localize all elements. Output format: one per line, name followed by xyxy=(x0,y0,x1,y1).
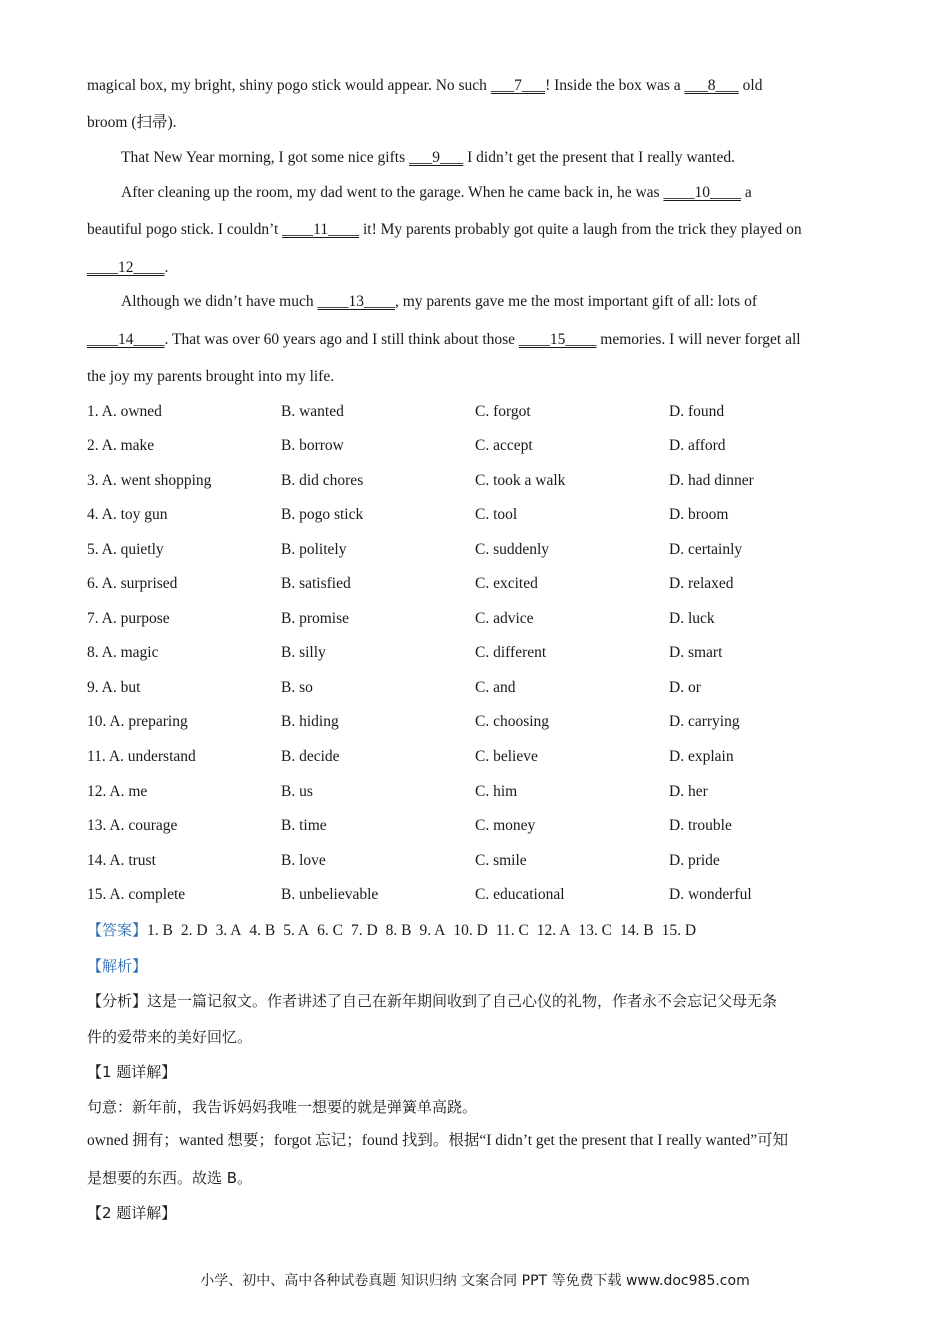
page-footer: 小学、初中、高中各种试卷真题 知识归纳 文案合同 PPT 等免费下载 www.doc985.com xyxy=(200,1273,750,1289)
blank-15: ____15____ xyxy=(518,331,597,348)
answer-item: 14. B xyxy=(619,922,654,939)
option-row-12 xyxy=(87,782,867,802)
option-a: 10. A. preparing xyxy=(87,713,188,730)
answer-tag: 【答案】 xyxy=(87,921,148,939)
passage-line-4 xyxy=(121,183,752,203)
option-c: C. him xyxy=(475,783,518,800)
blank-9: ___9___ xyxy=(409,149,464,166)
answer-item: 6. C xyxy=(317,922,343,939)
option-d: D. explain xyxy=(669,748,734,765)
answer-item: 15. D xyxy=(661,922,697,939)
option-b: B. hiding xyxy=(281,713,339,730)
option-row-3 xyxy=(87,471,867,491)
passage-line-1 xyxy=(87,76,762,96)
option-b: B. satisfied xyxy=(281,575,351,592)
option-b: B. love xyxy=(281,852,326,869)
answer-item: 3. A xyxy=(215,922,242,939)
text: , my parents gave me the most important gift of all: lots of xyxy=(394,293,757,310)
blank-10: ____10____ xyxy=(663,184,741,201)
option-a: 4. A. toy gun xyxy=(87,506,168,523)
q1-detail-title: 【1 题详解】 xyxy=(87,1063,177,1081)
text: a xyxy=(740,184,752,201)
answer-item: 12. A xyxy=(536,922,571,939)
answer-line xyxy=(87,920,867,940)
answer-item: 5. A xyxy=(283,922,310,939)
option-d: D. had dinner xyxy=(669,472,754,489)
blank-7: ___7___ xyxy=(490,77,546,94)
option-row-7 xyxy=(87,609,867,629)
option-c: C. took a walk xyxy=(475,472,566,489)
option-b: B. silly xyxy=(281,644,326,661)
option-a: 15. A. complete xyxy=(87,886,186,903)
option-d: D. her xyxy=(669,783,708,800)
option-row-9 xyxy=(87,678,867,698)
option-d: D. wonderful xyxy=(669,886,752,903)
option-a: 7. A. purpose xyxy=(87,610,170,627)
passage-line-5 xyxy=(87,220,802,240)
passage-line-2: broom (扫帚). xyxy=(87,114,177,131)
option-d: D. relaxed xyxy=(669,575,734,592)
option-row-8 xyxy=(87,643,867,663)
text: After cleaning up the room, my dad went to the garage. When he came back in, he was xyxy=(121,184,664,201)
blank-14: ____14____ xyxy=(87,331,165,348)
option-a: 1. A. owned xyxy=(87,403,162,420)
option-a: 14. A. trust xyxy=(87,852,156,869)
answer-item: 4. B xyxy=(249,922,276,939)
option-d: D. luck xyxy=(669,610,715,627)
option-row-5 xyxy=(87,540,867,560)
option-c: C. educational xyxy=(475,886,565,903)
option-d: D. smart xyxy=(669,644,723,661)
option-a: 8. A. magic xyxy=(87,644,159,661)
blank-12: ____12____ xyxy=(87,259,165,276)
analysis-summary-2: 件的爱带来的美好回忆。 xyxy=(87,1028,253,1046)
option-b: B. did chores xyxy=(281,472,364,489)
text: beautiful pogo stick. I couldn’t xyxy=(87,221,283,238)
option-c: C. tool xyxy=(475,506,518,523)
option-d: D. afford xyxy=(669,437,726,454)
option-row-13 xyxy=(87,816,867,836)
option-a: 12. A. me xyxy=(87,783,148,800)
passage-line-8 xyxy=(87,330,801,350)
option-d: D. or xyxy=(669,679,701,696)
option-b: B. borrow xyxy=(281,437,344,454)
option-a: 6. A. surprised xyxy=(87,575,178,592)
option-a: 13. A. courage xyxy=(87,817,178,834)
q2-detail-title: 【2 题详解】 xyxy=(87,1204,177,1222)
option-b: B. so xyxy=(281,679,313,696)
passage-line-6 xyxy=(87,258,168,278)
blank-13: ____13____ xyxy=(317,293,395,310)
option-a: 5. A. quietly xyxy=(87,541,164,558)
option-c: C. smile xyxy=(475,852,527,869)
answer-item: 2. D xyxy=(180,922,208,939)
option-b: B. promise xyxy=(281,610,350,627)
option-a: 9. A. but xyxy=(87,679,141,696)
option-b: B. time xyxy=(281,817,327,834)
option-row-15 xyxy=(87,885,867,905)
option-row-11 xyxy=(87,747,867,767)
option-c: C. advice xyxy=(475,610,534,627)
option-a: 11. A. understand xyxy=(87,748,196,765)
option-c: C. money xyxy=(475,817,536,834)
q1-explanation-1: owned 拥有；wanted 想要；forgot 忘记；found 找到。根据“I didn’t get the present that I really wanted”可知 xyxy=(87,1132,789,1149)
option-row-4 xyxy=(87,505,867,525)
answer-item: 7. D xyxy=(350,922,378,939)
option-d: D. certainly xyxy=(669,541,743,558)
option-row-2 xyxy=(87,436,867,456)
option-b: B. pogo stick xyxy=(281,506,364,523)
option-row-14 xyxy=(87,851,867,871)
option-d: D. pride xyxy=(669,852,720,869)
text: it! My parents probably got quite a laugh from the trick they played on xyxy=(359,221,802,238)
option-a: 2. A. make xyxy=(87,437,155,454)
text: old xyxy=(738,77,763,94)
q1-meaning: 句意：新年前，我告诉妈妈我唯一想要的就是弹簧单高跷。 xyxy=(87,1098,478,1116)
blank-8: ___8___ xyxy=(684,77,739,94)
option-c: C. and xyxy=(475,679,516,696)
passage-line-9: the joy my parents brought into my life. xyxy=(87,368,335,385)
option-c: C. accept xyxy=(475,437,533,454)
option-row-1 xyxy=(87,402,867,422)
option-b: B. decide xyxy=(281,748,340,765)
option-b: B. unbelievable xyxy=(281,886,379,903)
text: . That was over 60 years ago and I still think about those xyxy=(164,331,519,348)
option-c: C. different xyxy=(475,644,547,661)
option-d: D. broom xyxy=(669,506,729,523)
q1-explanation-2: 是想要的东西。故选 B。 xyxy=(87,1169,253,1187)
text: memories. I will never forget all xyxy=(596,331,801,348)
answer-item: 13. C xyxy=(578,922,612,939)
text: ! Inside the box was a xyxy=(545,77,685,94)
text: That New Year morning, I got some nice gifts xyxy=(121,149,409,166)
text: I didn’t get the present that I really wanted. xyxy=(463,149,735,166)
analysis-summary-1: 【分析】这是一篇记叙文。作者讲述了自己在新年期间收到了自己心仪的礼物，作者永不会忘记父母无条 xyxy=(87,992,778,1010)
option-a: 3. A. went shopping xyxy=(87,472,212,489)
passage-line-7 xyxy=(121,292,757,312)
answer-item: 1. B xyxy=(147,922,173,939)
option-b: B. us xyxy=(281,783,313,800)
option-row-10 xyxy=(87,712,867,732)
text: . xyxy=(164,259,169,276)
text: Although we didn’t have much xyxy=(121,293,318,310)
option-c: C. excited xyxy=(475,575,538,592)
option-c: C. choosing xyxy=(475,713,550,730)
option-d: D. found xyxy=(669,403,725,420)
option-b: B. wanted xyxy=(281,403,344,420)
analysis-tag: 【解析】 xyxy=(87,957,148,975)
option-row-6 xyxy=(87,574,867,594)
passage-line-3 xyxy=(121,148,735,168)
option-c: C. suddenly xyxy=(475,541,550,558)
option-d: D. trouble xyxy=(669,817,732,834)
blank-11: ____11____ xyxy=(282,221,360,238)
answer-item: 8. B xyxy=(385,922,412,939)
option-d: D. carrying xyxy=(669,713,740,730)
option-c: C. forgot xyxy=(475,403,531,420)
text: magical box, my bright, shiny pogo stick would appear. No such xyxy=(87,77,491,94)
answer-item: 10. D xyxy=(453,922,488,939)
option-b: B. politely xyxy=(281,541,347,558)
answer-items xyxy=(147,922,704,939)
option-c: C. believe xyxy=(475,748,538,765)
answer-item: 11. C xyxy=(495,922,529,939)
answer-item: 9. A xyxy=(419,922,446,939)
